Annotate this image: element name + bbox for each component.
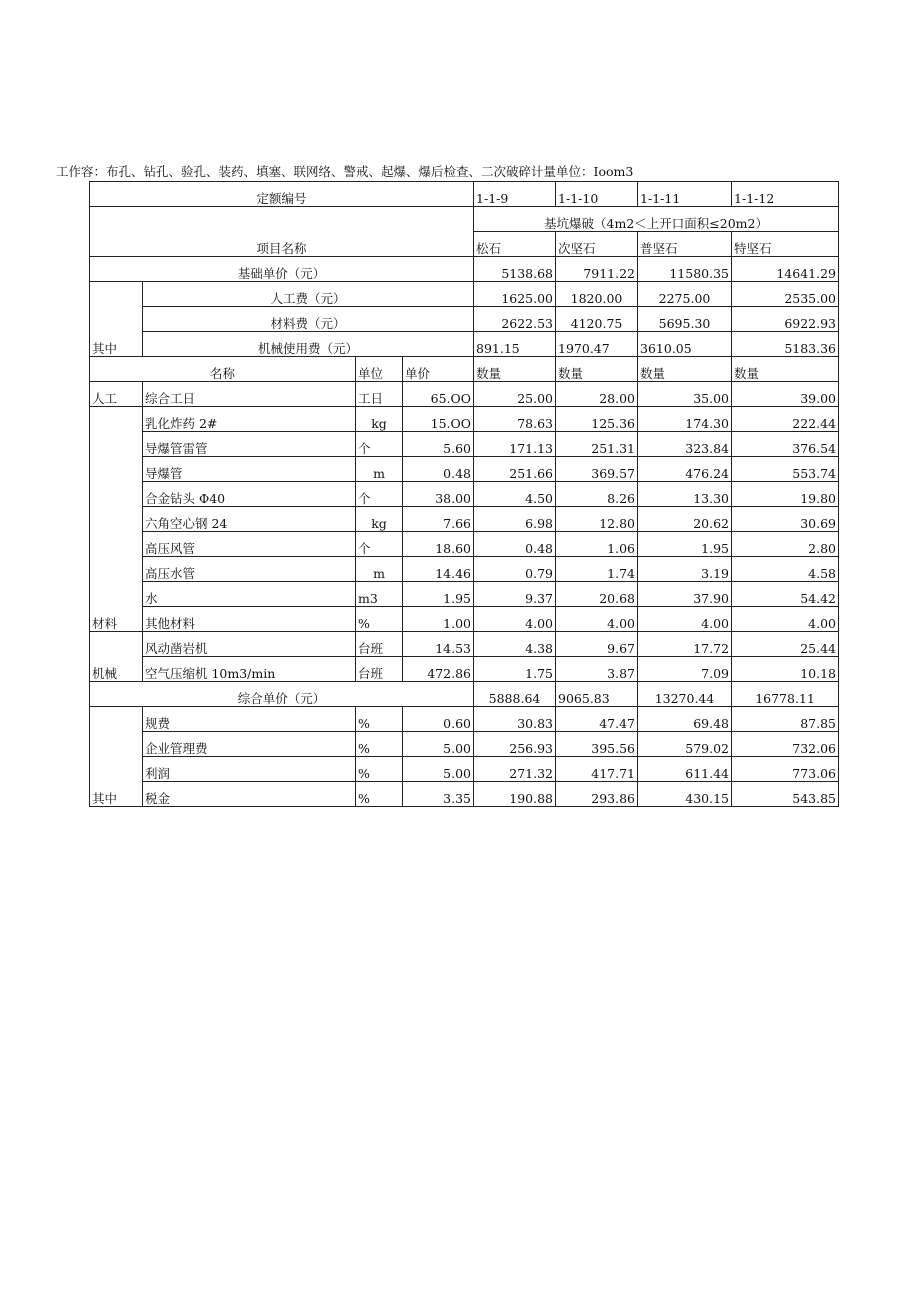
resource-row bbox=[90, 557, 839, 582]
resource-name: 乳化炸药 2# bbox=[143, 407, 356, 432]
base-price-row bbox=[90, 257, 839, 282]
resource-qty: 293.86 bbox=[556, 782, 638, 807]
resource-name: 高压水管 bbox=[143, 557, 356, 582]
resource-unit: 工日 bbox=[356, 382, 403, 407]
base-price: 14641.29 bbox=[732, 257, 839, 282]
resource-qty: 78.63 bbox=[474, 407, 556, 432]
resource-qty: 579.02 bbox=[638, 732, 732, 757]
of-which-label: 其中 bbox=[90, 282, 143, 357]
resource-row bbox=[90, 582, 839, 607]
quota-label: 定额编号 bbox=[90, 182, 474, 207]
resource-name: 利润 bbox=[143, 757, 356, 782]
resource-name: 综合工日 bbox=[143, 382, 356, 407]
composite-price-label: 综合单价（元） bbox=[90, 682, 474, 707]
resource-qty: 553.74 bbox=[732, 457, 839, 482]
resource-unit: kg bbox=[356, 407, 403, 432]
resource-qty: 430.15 bbox=[638, 782, 732, 807]
resource-qty: 69.48 bbox=[638, 707, 732, 732]
resource-qty: 4.00 bbox=[556, 607, 638, 632]
composite-price: 13270.44 bbox=[638, 682, 732, 707]
resource-qty: 6.98 bbox=[474, 507, 556, 532]
resource-name: 规费 bbox=[143, 707, 356, 732]
resource-qty: 543.85 bbox=[732, 782, 839, 807]
base-price: 11580.35 bbox=[638, 257, 732, 282]
resource-price: 14.46 bbox=[403, 557, 474, 582]
resource-price: 1.00 bbox=[403, 607, 474, 632]
resource-qty: 8.26 bbox=[556, 482, 638, 507]
resource-unit: kg bbox=[356, 507, 403, 532]
resource-name: 六角空心钢 24 bbox=[143, 507, 356, 532]
col-header-unit: 单位 bbox=[356, 357, 403, 382]
resource-row bbox=[90, 457, 839, 482]
resource-qty: 12.80 bbox=[556, 507, 638, 532]
resource-qty: 13.30 bbox=[638, 482, 732, 507]
resource-price: 65.OO bbox=[403, 382, 474, 407]
resource-qty: 1.06 bbox=[556, 532, 638, 557]
resource-qty: 323.84 bbox=[638, 432, 732, 457]
quota-code: 1-1-10 bbox=[556, 182, 638, 207]
resource-row bbox=[90, 707, 839, 732]
resource-name: 企业管理费 bbox=[143, 732, 356, 757]
cost-labor-row bbox=[90, 282, 839, 307]
resource-name: 其他材料 bbox=[143, 607, 356, 632]
group-label: 其中 bbox=[90, 707, 143, 807]
resource-qty: 28.00 bbox=[556, 382, 638, 407]
resource-qty: 1.74 bbox=[556, 557, 638, 582]
resource-price: 472.86 bbox=[403, 657, 474, 682]
resource-qty: 19.80 bbox=[732, 482, 839, 507]
resource-row bbox=[90, 782, 839, 807]
column-header-row bbox=[90, 357, 839, 382]
resource-qty: 171.13 bbox=[474, 432, 556, 457]
resource-qty: 35.00 bbox=[638, 382, 732, 407]
resource-qty: 476.24 bbox=[638, 457, 732, 482]
resource-unit: % bbox=[356, 732, 403, 757]
col-header-price: 单价 bbox=[403, 357, 474, 382]
col-header-qty: 数量 bbox=[474, 357, 556, 382]
resource-qty: 732.06 bbox=[732, 732, 839, 757]
resource-qty: 17.72 bbox=[638, 632, 732, 657]
resource-unit: 个 bbox=[356, 482, 403, 507]
resource-row bbox=[90, 382, 839, 407]
composite-price: 16778.11 bbox=[732, 682, 839, 707]
resource-unit: % bbox=[356, 757, 403, 782]
resource-row bbox=[90, 482, 839, 507]
resource-name: 水 bbox=[143, 582, 356, 607]
item-group-title: 基坑爆破（4m2＜上开口面积≤20m2） bbox=[474, 207, 839, 232]
resource-unit: 个 bbox=[356, 532, 403, 557]
resource-qty: 222.44 bbox=[732, 407, 839, 432]
col-header-qty: 数量 bbox=[556, 357, 638, 382]
resource-row bbox=[90, 607, 839, 632]
resource-price: 38.00 bbox=[403, 482, 474, 507]
cost-material-row bbox=[90, 307, 839, 332]
resource-qty: 47.47 bbox=[556, 707, 638, 732]
resource-name: 高压风管 bbox=[143, 532, 356, 557]
col-header-qty: 数量 bbox=[732, 357, 839, 382]
cost-value: 5695.30 bbox=[638, 307, 732, 332]
rock-type: 普坚石 bbox=[638, 232, 732, 257]
resource-qty: 1.95 bbox=[638, 532, 732, 557]
resource-qty: 0.48 bbox=[474, 532, 556, 557]
cost-machine-row bbox=[90, 332, 839, 357]
cost-value: 5183.36 bbox=[732, 332, 839, 357]
resource-name: 风动凿岩机 bbox=[143, 632, 356, 657]
resource-price: 5.00 bbox=[403, 732, 474, 757]
resource-qty: 395.56 bbox=[556, 732, 638, 757]
base-price-label: 基础单价（元） bbox=[90, 257, 474, 282]
resource-qty: 251.31 bbox=[556, 432, 638, 457]
resource-qty: 54.42 bbox=[732, 582, 839, 607]
resource-qty: 369.57 bbox=[556, 457, 638, 482]
resource-qty: 25.00 bbox=[474, 382, 556, 407]
group-label: 人工 bbox=[90, 382, 143, 407]
rock-type: 次坚石 bbox=[556, 232, 638, 257]
resource-qty: 9.67 bbox=[556, 632, 638, 657]
work-content-header: 工作容：布孔、钻孔、验孔、装药、填塞、联网络、警戒、起爆、爆后检查、二次破碎计量单位：Ioom3 bbox=[56, 164, 634, 179]
resource-qty: 39.00 bbox=[732, 382, 839, 407]
cost-value: 3610.05 bbox=[638, 332, 732, 357]
resource-qty: 37.90 bbox=[638, 582, 732, 607]
resource-row bbox=[90, 657, 839, 682]
cost-value: 1625.00 bbox=[474, 282, 556, 307]
resource-price: 14.53 bbox=[403, 632, 474, 657]
resource-qty: 30.69 bbox=[732, 507, 839, 532]
cost-value: 1820.00 bbox=[556, 282, 638, 307]
resource-qty: 4.00 bbox=[638, 607, 732, 632]
resource-price: 1.95 bbox=[403, 582, 474, 607]
resource-qty: 2.80 bbox=[732, 532, 839, 557]
resource-qty: 87.85 bbox=[732, 707, 839, 732]
resource-qty: 3.87 bbox=[556, 657, 638, 682]
col-header-qty: 数量 bbox=[638, 357, 732, 382]
resource-unit: m bbox=[356, 457, 403, 482]
resource-row bbox=[90, 532, 839, 557]
resource-price: 0.60 bbox=[403, 707, 474, 732]
cost-value: 6922.93 bbox=[732, 307, 839, 332]
composite-price: 9065.83 bbox=[556, 682, 638, 707]
resource-qty: 773.06 bbox=[732, 757, 839, 782]
composite-price-row bbox=[90, 682, 839, 707]
composite-price: 5888.64 bbox=[474, 682, 556, 707]
resource-qty: 4.50 bbox=[474, 482, 556, 507]
resource-name: 合金钻头 Φ40 bbox=[143, 482, 356, 507]
group-label: 材料 bbox=[90, 407, 143, 632]
base-price: 7911.22 bbox=[556, 257, 638, 282]
resource-unit: % bbox=[356, 707, 403, 732]
resource-unit: 个 bbox=[356, 432, 403, 457]
cost-value: 891.15 bbox=[474, 332, 556, 357]
resource-unit: 台班 bbox=[356, 632, 403, 657]
resource-qty: 20.62 bbox=[638, 507, 732, 532]
resource-qty: 20.68 bbox=[556, 582, 638, 607]
cost-value: 1970.47 bbox=[556, 332, 638, 357]
resource-price: 3.35 bbox=[403, 782, 474, 807]
resource-price: 15.OO bbox=[403, 407, 474, 432]
quota-code: 1-1-12 bbox=[732, 182, 839, 207]
resource-qty: 4.00 bbox=[474, 607, 556, 632]
resource-row bbox=[90, 757, 839, 782]
cost-value: 2535.00 bbox=[732, 282, 839, 307]
resource-qty: 7.09 bbox=[638, 657, 732, 682]
rock-type: 特坚石 bbox=[732, 232, 839, 257]
resource-qty: 256.93 bbox=[474, 732, 556, 757]
resource-price: 5.00 bbox=[403, 757, 474, 782]
resource-unit: m3 bbox=[356, 582, 403, 607]
resource-row bbox=[90, 432, 839, 457]
cost-value: 2275.00 bbox=[638, 282, 732, 307]
cost-label: 机械使用费（元） bbox=[143, 332, 474, 357]
resource-name: 空气压缩机 10m3∕min bbox=[143, 657, 356, 682]
resource-qty: 4.38 bbox=[474, 632, 556, 657]
quota-code: 1-1-11 bbox=[638, 182, 732, 207]
resource-name: 导爆管 bbox=[143, 457, 356, 482]
cost-label: 材料费（元） bbox=[143, 307, 474, 332]
item-name-label: 项目名称 bbox=[90, 207, 474, 257]
resource-price: 0.48 bbox=[403, 457, 474, 482]
quota-table bbox=[89, 181, 839, 807]
cost-value: 2622.53 bbox=[474, 307, 556, 332]
resource-unit: m bbox=[356, 557, 403, 582]
resource-unit: 台班 bbox=[356, 657, 403, 682]
rock-type: 松石 bbox=[474, 232, 556, 257]
resource-qty: 125.36 bbox=[556, 407, 638, 432]
quota-code: 1-1-9 bbox=[474, 182, 556, 207]
resource-qty: 190.88 bbox=[474, 782, 556, 807]
item-group-row bbox=[90, 207, 839, 232]
resource-row bbox=[90, 407, 839, 432]
quota-code-row bbox=[90, 182, 839, 207]
resource-qty: 0.79 bbox=[474, 557, 556, 582]
resource-qty: 4.00 bbox=[732, 607, 839, 632]
group-label: 机械 bbox=[90, 632, 143, 682]
resource-row bbox=[90, 732, 839, 757]
cost-value: 4120.75 bbox=[556, 307, 638, 332]
base-price: 5138.68 bbox=[474, 257, 556, 282]
resource-row bbox=[90, 507, 839, 532]
resource-price: 5.60 bbox=[403, 432, 474, 457]
resource-qty: 9.37 bbox=[474, 582, 556, 607]
resource-unit: % bbox=[356, 782, 403, 807]
resource-unit: % bbox=[356, 607, 403, 632]
resource-qty: 25.44 bbox=[732, 632, 839, 657]
resource-name: 导爆管雷管 bbox=[143, 432, 356, 457]
resource-name: 税金 bbox=[143, 782, 356, 807]
resource-qty: 3.19 bbox=[638, 557, 732, 582]
resource-price: 18.60 bbox=[403, 532, 474, 557]
resource-qty: 417.71 bbox=[556, 757, 638, 782]
col-header-name: 名称 bbox=[90, 357, 356, 382]
resource-qty: 376.54 bbox=[732, 432, 839, 457]
resource-qty: 4.58 bbox=[732, 557, 839, 582]
resource-row bbox=[90, 632, 839, 657]
resource-qty: 30.83 bbox=[474, 707, 556, 732]
resource-qty: 10.18 bbox=[732, 657, 839, 682]
resource-qty: 174.30 bbox=[638, 407, 732, 432]
resource-qty: 271.32 bbox=[474, 757, 556, 782]
resource-qty: 251.66 bbox=[474, 457, 556, 482]
resource-price: 7.66 bbox=[403, 507, 474, 532]
resource-qty: 611.44 bbox=[638, 757, 732, 782]
cost-label: 人工费（元） bbox=[143, 282, 474, 307]
resource-qty: 1.75 bbox=[474, 657, 556, 682]
